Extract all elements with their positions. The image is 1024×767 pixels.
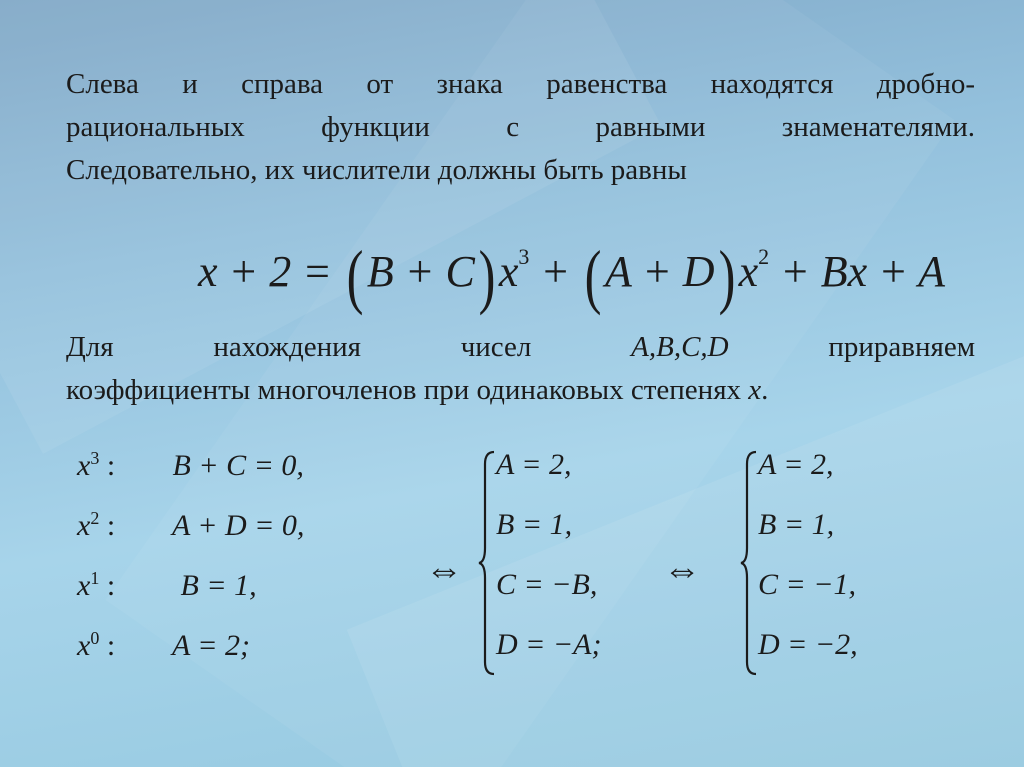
equation-lhs: x + 2 = [198, 247, 332, 296]
group-a-plus-d: A + D [605, 247, 715, 296]
coefficient-row [77, 448, 304, 483]
equivalence-arrow-icon: ⇔ [663, 549, 701, 591]
coef-base: x [77, 629, 91, 662]
system-equation: A = 2, [496, 448, 572, 481]
coef-colon: : [99, 629, 116, 662]
open-paren: ( [346, 236, 364, 316]
exponent-3: 3 [518, 244, 530, 269]
group-b-plus-c: B + C [366, 247, 475, 296]
intro-line-1: Слева и справа от знака равенства находятся дробно- [66, 68, 975, 100]
coefficient-row [77, 508, 304, 543]
system-equation: B = 1, [496, 508, 573, 541]
coef-base: x [77, 509, 91, 542]
system-equation: D = −2, [758, 628, 858, 661]
equivalence-arrow-icon: ⇔ [425, 549, 463, 591]
variable-x: x [748, 374, 762, 406]
method-paragraph [66, 326, 975, 412]
equation-tail: + Bx + A [769, 247, 945, 296]
coef-colon: : [99, 569, 116, 602]
system-equation: C = −B, [496, 568, 598, 601]
word: чисел [460, 331, 532, 363]
coef-equation: A = 2; [171, 629, 250, 662]
left-brace-icon [478, 448, 498, 678]
coef-equation: B + C = 0, [172, 449, 304, 482]
coefficient-row [77, 568, 257, 603]
coef-power: 1 [90, 568, 100, 588]
exponent-2: 2 [758, 244, 770, 269]
word: Для [66, 331, 114, 363]
coef-colon: : [99, 449, 116, 482]
left-brace-icon [740, 448, 760, 678]
system-equation: C = −1, [758, 568, 856, 601]
plus-sign: + [529, 247, 582, 296]
intro-paragraph [66, 63, 975, 192]
coef-equation: A + D = 0, [171, 509, 305, 542]
main-equation [198, 212, 988, 317]
coef-colon: : [99, 509, 116, 542]
intro-line-2: рациональных функции с равными знаменателями. [66, 111, 975, 143]
coef-base: x [77, 569, 91, 602]
method-line-1 [66, 326, 975, 369]
var-x: x [498, 247, 519, 296]
method-line-2 [66, 369, 975, 412]
close-paren: ) [478, 236, 496, 316]
system-equation: A = 2, [758, 448, 834, 481]
coef-power: 0 [90, 628, 100, 648]
coef-power: 2 [90, 508, 100, 528]
period: . [761, 374, 769, 406]
system-of-equations-2 [740, 448, 890, 678]
coef-power: 3 [90, 448, 100, 468]
system-equation: D = −A; [496, 628, 602, 661]
intro-line-3: Следовательно, их числители должны быть равны [66, 154, 687, 186]
open-paren: ( [584, 236, 602, 316]
system-of-equations-1 [478, 448, 628, 678]
word: приравняем [828, 331, 976, 363]
word: нахождения [213, 331, 361, 363]
coefficient-row [77, 628, 250, 663]
variables-list: A,B,C,D [631, 331, 729, 363]
coef-base: x [77, 449, 91, 482]
system-equation: B = 1, [758, 508, 835, 541]
close-paren: ) [718, 236, 735, 316]
coef-equation: B = 1, [180, 569, 257, 602]
method-text: коэффициенты многочленов при одинаковых степенях [66, 374, 749, 406]
var-x: x [738, 247, 759, 296]
